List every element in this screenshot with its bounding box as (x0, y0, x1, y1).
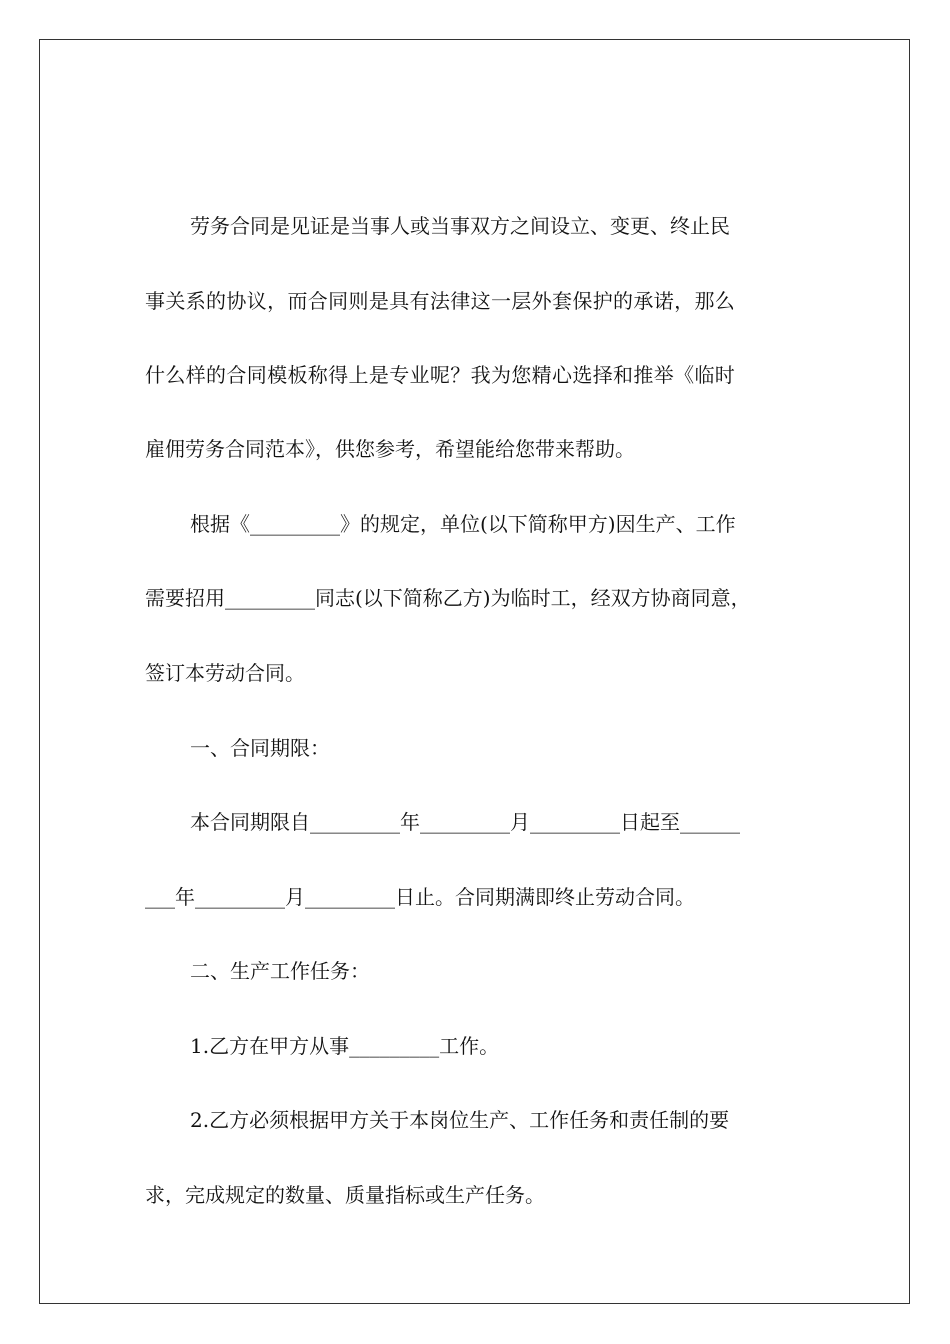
intro-paragraph-line-3: 什么样的合同模板称得上是专业呢？我为您精心选择和推举《临时 (145, 363, 736, 387)
section-2-heading: 二、生产工作任务： (190, 959, 370, 983)
preamble-line-3: 签订本劳动合同。 (145, 661, 305, 685)
preamble-line-1: 根据《_________》的规定，单位(以下简称甲方)因生产、工作 (190, 512, 736, 536)
section-1-term-line-1: 本合同期限自_________年_________月_________日起至______ (190, 810, 740, 834)
section-2-item-1: 1.乙方在甲方从事_________工作。 (190, 1034, 500, 1058)
section-2-item-2-line-2: 求，完成规定的数量、质量指标或生产任务。 (145, 1183, 545, 1207)
intro-paragraph-line-1: 劳务合同是见证是当事人或当事双方之间设立、变更、终止民 (190, 214, 730, 238)
intro-paragraph-line-4: 雇佣劳务合同范本》，供您参考，希望能给您带来帮助。 (145, 437, 635, 461)
intro-paragraph-line-2: 事关系的协议，而合同则是具有法律这一层外套保护的承诺，那么 (145, 289, 736, 313)
section-1-heading: 一、合同期限： (190, 736, 330, 760)
preamble-line-2: 需要招用_________同志(以下简称乙方)为临时工，经双方协商同意， (145, 586, 751, 610)
section-2-item-2-line-1: 2.乙方必须根据甲方关于本岗位生产、工作任务和责任制的要 (190, 1108, 730, 1132)
section-1-term-line-2: ___年_________月_________日止。合同期满即终止劳动合同。 (145, 885, 695, 909)
